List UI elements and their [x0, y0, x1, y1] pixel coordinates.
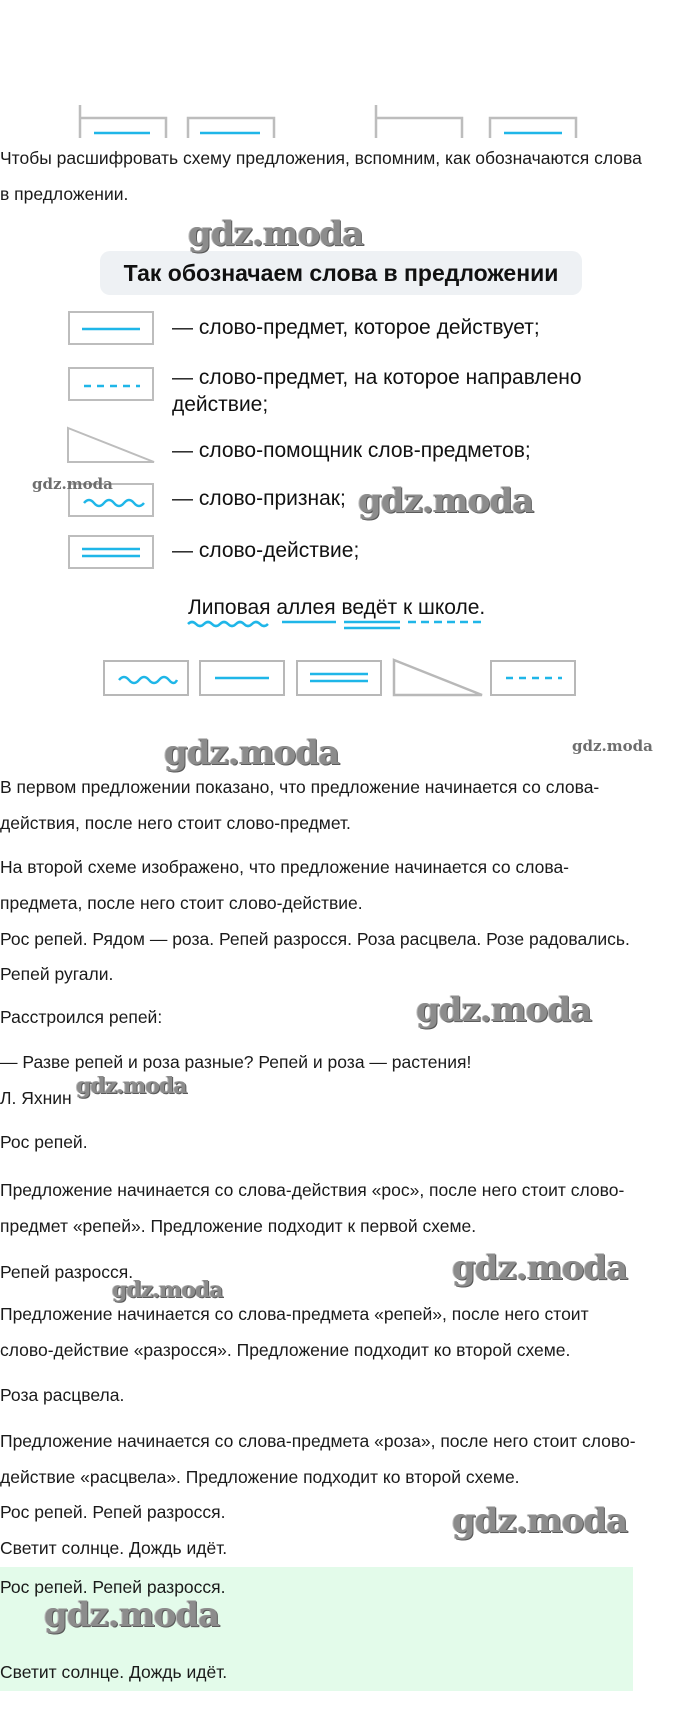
legend-label-object: — слово-предмет, на которое направлено	[172, 366, 582, 389]
legend-title: Так обозначаем слова в предложении	[100, 251, 582, 295]
paragraph-5: Рос репей. Рядом — роза. Репей разросся. Роза расцвела. Розе радовались.	[0, 929, 630, 949]
scheme-box-action	[296, 660, 382, 696]
legend-symbol-subject	[68, 311, 154, 345]
paragraph-17: Предложение начинается со слова-предмета «роза», после него стоит слово-	[0, 1431, 636, 1451]
example-underlines	[180, 618, 500, 638]
watermark-7: gdz.moda	[76, 1073, 187, 1099]
watermark-2: gdz.moda	[32, 475, 113, 493]
legend-symbol-action	[68, 535, 154, 569]
scheme-box-subject	[199, 660, 285, 696]
paragraph-1: В первом предложении показано, что предложение начинается со слова-	[0, 777, 600, 797]
watermark-8: gdz.moda	[452, 1248, 628, 1288]
paragraph-13: Репей разросся.	[0, 1262, 134, 1282]
legend-symbol-object	[68, 367, 154, 401]
paragraph-8: — Разве репей и роза разные? Репей и роза — растения!	[0, 1052, 472, 1072]
paragraph-16: Роза расцвела.	[0, 1385, 125, 1405]
paragraph-15: слово-действие «разросся». Предложение подходит ко второй схеме.	[0, 1340, 571, 1360]
watermark-11: gdz.moda	[44, 1595, 220, 1635]
example-sentence: Липовая аллея ведёт к школе.	[188, 596, 486, 619]
legend-label-helper: — слово-помощник слов-предметов;	[172, 439, 531, 462]
paragraph-7: Расстроился репей:	[0, 1007, 163, 1027]
legend-label-attribute: — слово-признак;	[172, 487, 346, 510]
paragraph-20: Светит солнце. Дождь идёт.	[0, 1538, 228, 1558]
scheme-box-helper	[392, 658, 486, 698]
watermark-5: gdz.moda	[572, 737, 653, 755]
paragraph-19: Рос репей. Репей разросся.	[0, 1502, 226, 1522]
scheme-box-attribute	[103, 660, 189, 696]
intro-line-2: в предложении.	[0, 184, 129, 204]
scheme-box-object	[490, 660, 576, 696]
paragraph-14: Предложение начинается со слова-предмета «репей», после него стоит	[0, 1304, 589, 1324]
legend-label-action: — слово-действие;	[172, 539, 360, 562]
legend-label-object-cont: действие;	[172, 393, 269, 416]
intro-line-1: Чтобы расшифровать схему предложения, вспомним, как обозначаются слова	[0, 148, 642, 168]
answer-line-1: Рос репей. Репей разросся.	[0, 1577, 226, 1597]
watermark-1: gdz.moda	[188, 214, 364, 254]
paragraph-3: На второй схеме изображено, что предложение начинается со слова-	[0, 857, 570, 877]
answer-line-2: Светит солнце. Дождь идёт.	[0, 1662, 228, 1682]
paragraph-9: Л. Яхнин	[0, 1088, 72, 1108]
fragment-box-4	[490, 118, 576, 138]
paragraph-10: Рос репей.	[0, 1132, 88, 1152]
paragraph-18: действие «расцвела». Предложение подходит ко второй схеме.	[0, 1467, 520, 1487]
paragraph-4: предмета, после него стоит слово-действие.	[0, 893, 363, 913]
fragment-box-2	[188, 118, 274, 138]
watermark-3: gdz.moda	[358, 481, 534, 521]
paragraph-2: действия, после него стоит слово-предмет.	[0, 813, 351, 833]
paragraph-6: Репей ругали.	[0, 964, 114, 984]
paragraph-12: предмет «репей». Предложение подходит к первой схеме.	[0, 1216, 477, 1236]
watermark-4: gdz.moda	[164, 733, 340, 773]
fragment-box-3	[376, 105, 462, 138]
top-scheme-fragments	[0, 100, 680, 140]
paragraph-11: Предложение начинается со слова-действия «рос», после него стоит слово-	[0, 1180, 625, 1200]
legend-symbol-helper	[66, 426, 158, 466]
watermark-6: gdz.moda	[416, 990, 592, 1030]
watermark-9: gdz.moda	[112, 1277, 223, 1303]
legend-label-subject: — слово-предмет, которое действует;	[172, 316, 540, 339]
watermark-10: gdz.moda	[452, 1501, 628, 1541]
